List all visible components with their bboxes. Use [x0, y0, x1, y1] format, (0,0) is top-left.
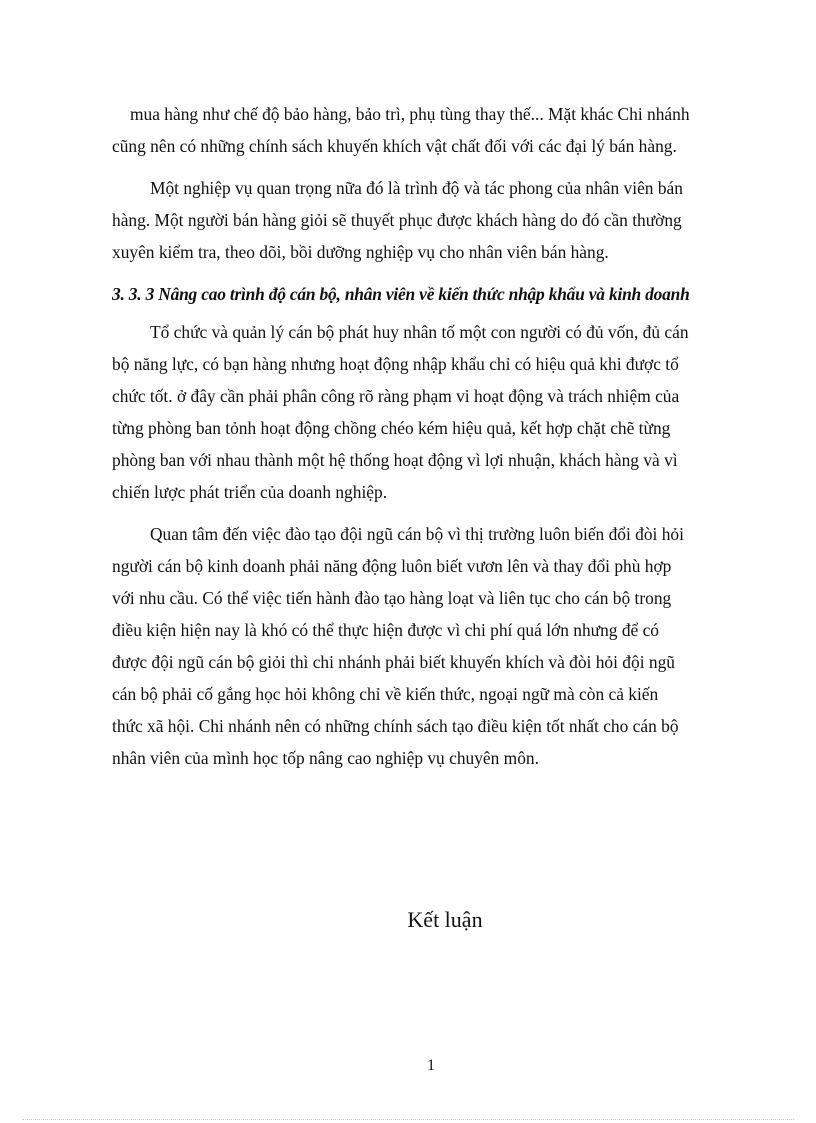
page-bottom-rule [22, 1119, 794, 1120]
paragraph-sales-staff [112, 172, 742, 268]
text-line: mua hàng như chế độ bảo hàng, bảo trì, phụ tùng thay thế... Mặt khác Chi nhánh [130, 104, 690, 124]
text-line: nhân viên của mình học tốp nâng cao nghiệp vụ chuyên môn. [112, 748, 539, 768]
paragraph-sales-policy [112, 98, 742, 162]
text-line: Quan tâm đến việc đào tạo đội ngũ cán bộ vì thị trường luôn biến đổi đòi hỏi [150, 524, 684, 544]
document-body [112, 98, 742, 784]
text-line: từng phòng ban tỏnh hoạt động chồng chéo kém hiệu quả, kết hợp chặt chẽ từng [112, 418, 671, 438]
text-line: xuyên kiểm tra, theo dõi, bồi dưỡng nghiệp vụ cho nhân viên bán hàng. [112, 242, 609, 262]
text-line: được đội ngũ cán bộ giỏi thì chi nhánh phải biết khuyến khích và đòi hỏi đội ngũ [112, 652, 675, 672]
text-line: người cán bộ kinh doanh phải năng động luôn biết vươn lên và thay đổi phù hợp [112, 556, 672, 576]
text-line: Tổ chức và quản lý cán bộ phát huy nhân tố một con người có đủ vốn, đủ cán [150, 322, 689, 342]
text-line: Một nghiệp vụ quan trọng nữa đó là trình độ và tác phong của nhân viên bán [150, 178, 683, 198]
page-number: 1 [427, 1057, 435, 1074]
text-line: phòng ban với nhau thành một hệ thống hoạt động vì lợi nhuận, khách hàng và vì [112, 450, 678, 470]
text-line: bộ năng lực, có bạn hàng nhưng hoạt động nhập khẩu chỉ có hiệu quả khi được tổ [112, 354, 679, 374]
text-line: điều kiện hiện nay là khó có thể thực hiện được vì chi phí quá lớn nhưng để có [112, 620, 659, 640]
text-line: thức xã hội. Chi nhánh nên có những chính sách tạo điều kiện tốt nhất cho cán bộ [112, 716, 679, 736]
text-line: cán bộ phải cố gắng học hỏi không chỉ về kiến thức, ngoại ngữ mà còn cả kiến [112, 684, 659, 704]
paragraph-training [112, 518, 742, 774]
text-line: chiến lược phát triển của doanh nghiệp. [112, 482, 388, 502]
text-line: với nhu cầu. Có thể việc tiến hành đào tạo hàng loạt và liên tục cho cán bộ trong [112, 588, 672, 608]
paragraph-organization [112, 316, 742, 508]
section-heading: 3. 3. 3 Nâng cao trình độ cán bộ, nhân viên về kiến thức nhập khẩu và kinh doanh [112, 284, 690, 304]
text-line: cũng nên có những chính sách khuyến khích vật chất đối với các đại lý bán hàng. [112, 136, 677, 156]
text-line: chức tốt. ở đây cần phải phân công rõ ràng phạm vi hoạt động và trách nhiệm của [112, 386, 680, 406]
text-line: hàng. Một người bán hàng giỏi sẽ thuyết phục được khách hàng do đó cần thường [112, 210, 682, 230]
conclusion-title: Kết luận [407, 907, 483, 932]
